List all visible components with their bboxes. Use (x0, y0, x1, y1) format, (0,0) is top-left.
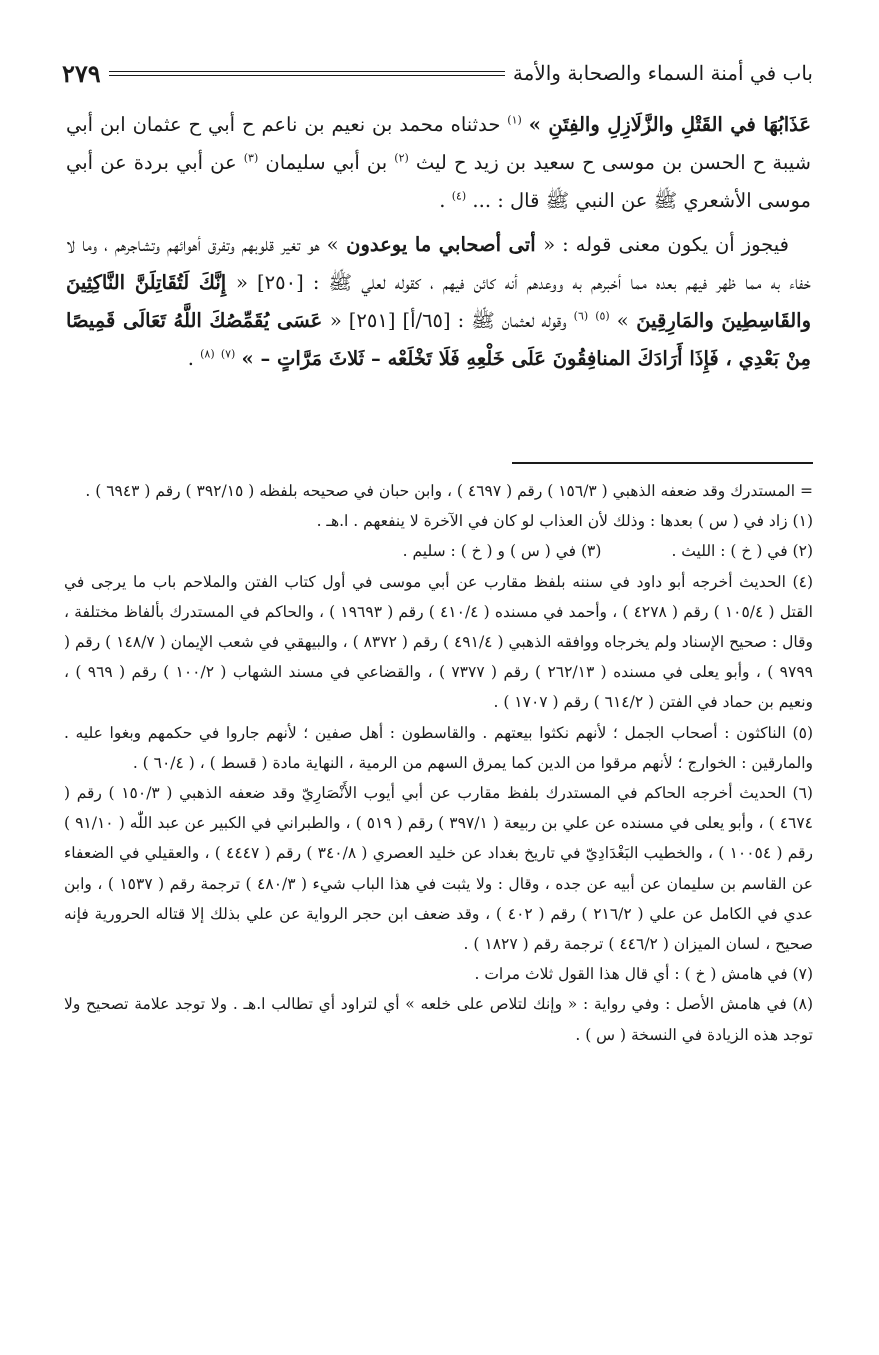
footnote-5: (٥) الناكثون : أصحاب الجمل ؛ لأنهم نكثوا بيعتهم . والقاسطون : أهل صفين ؛ لأنهم جاروا في حكمهم وبغوا عليه . والمارقين : الخوارج ؛ لأنهم مرقوا من الدين كما يمرق السهم من الرمية ، النهاية مادة ( قسط ) ، ( ٦٠/٤ ) . (64, 723, 813, 772)
body-text: » هو تغير قلوبهم وتفرق أهوائهم وتشاجرهم ، وما لا خفاء به مما ظهر فيهم بعده مما أخبرهم به ووعدهم أنه كائن فيهم ، كقوله لعلي ﷺ : [٢٥٠] « (66, 233, 811, 294)
footnote-ref: (١) (507, 113, 522, 127)
footnote-pair (64, 536, 813, 566)
footnote-8: (٨) في هامش الأصل : وفي رواية : « وإنك لتلاص على خلعه » أي لتراود أي تطالب ا.هـ . ولا توجد علامة تصحيح ولا توجد هذه الزيادة في النسخة ( س ) . (64, 995, 813, 1044)
footnote-ref: (٥) (595, 309, 610, 323)
footnote-7: (٧) في هامش ( خ ) : أي قال هذا القول ثلاث مرات . (474, 965, 813, 984)
isnad-text: عن أبي بردة عن أبي موسى الأشعري ﷺ عن النبي ﷺ قال : ... (66, 151, 811, 212)
isnad-text: بن أبي سليمان (265, 151, 395, 174)
footnote-ref: (٧) (220, 347, 236, 361)
paragraph-2 (66, 226, 811, 378)
chapter-title: باب في أمنة السماء والصحابة والأمة (512, 61, 813, 85)
running-header (62, 56, 813, 90)
paragraph-1 (66, 106, 811, 220)
footnote-6: (٦) الحديث أخرجه الحاكم في المستدرك بلفظ مقارب عن أبي أيوب الأَنْصَارِيّ وقد ضعفه الذهبي ( ١٥٠/٣ ) رقم ( ٤٦٧٤ ) ، وأبو يعلى في مسنده عن علي بن ربيعة ( ٣٩٧/١ ) رقم ( ٥١٩ ) ، والطبراني في الكبير عن عبد اللّٰه ( ٩١/١٠ ) رقم ( ١٠٠٥٤ ) ، والخطيب البَغْدَادِيّ في تاريخ بغداد عن خليد العصري ( ٣٤٠/٨ ) رقم ( ٤٤٤٧ ) ، والعقيلي في الضعفاء عن القاسم بن سليمان عن أبيه عن جده ، وقال : ولا يثبت في هذا الباب شيء ( ٤٨٠/٣ ) ترجمة رقم ( ١٥٣٧ ) ، وابن عدي في الكامل عن علي ( ٢١٦/٢ ) رقم ( ٤٠٢ ) ، وقد ضعف ابن حجر الرواية عن علي بذلك إلا قتاله الحرورية فإنه صحيح ، لسان الميزان ( ٤٤٦/٢ ) ترجمة رقم ( ١٨٢٧ ) . (64, 784, 813, 954)
footnote-continued: = المستدرك وقد ضعفه الذهبي ( ١٥٦/٣ ) رقم ( ٤٦٩٧ ) ، وابن حبان في صحيحه بلفظه ( ٣٩٢/١٥ ) رقم ( ٦٩٤٣ ) . (85, 482, 813, 500)
footnote-1: (١) زاد في ( س ) بعدها : وذلك لأن العذاب لو كان في الآخرة لا ينفعهم . ا.هـ . (316, 512, 813, 531)
footnote-divider (512, 462, 813, 464)
isnad-text: . (439, 189, 452, 212)
footnote-ref: (٣) (243, 151, 259, 165)
hadith-quote: عَسَى يُقَمِّصُكَ اللَّهُ تَعَالَى قَمِيصًا مِنْ بَعْدِي ، فَإِذَا أَرَادَكَ المنافِقُونَ عَلَى خَلْعِهِ فَلَا تَخْلَعْه (66, 309, 811, 370)
body-text: وقوله لعثمان ﷺ : [٦٥/أ] [٢٥١] « (329, 309, 574, 332)
body-text: – ثَلاثَ مَرَّاتٍ – » (241, 347, 381, 370)
main-text (66, 106, 811, 384)
isnad-text: حدثناه محمد بن نعيم بن ناعم ح أبي ح عثمان ابن أبي شيبة ح الحسن بن موسى ح سعيد بن زيد ح ليث (66, 113, 811, 174)
footnote-2: (٢) في ( خ ) : الليث . (671, 542, 813, 561)
footnote-ref: (٨) (200, 347, 215, 361)
footnote-ref: (٦) (573, 309, 589, 323)
footnote-3: (٣) في ( س ) و ( خ ) : سليم . (402, 542, 602, 561)
body-text: » (616, 309, 629, 332)
page-number: ٢٧٩ (62, 58, 101, 88)
header-rule (109, 71, 505, 76)
hadith-quote: إِنَّكَ لَتُقَاتِلَنَّ النَّاكِثِينَ والقَاسِطِينَ والمَارِقِينَ (66, 271, 812, 332)
footnote-4: (٤) الحديث أخرجه أبو داود في سننه بلفظ مقارب عن أبي موسى في أول كتاب الفتن والملاحم باب ما يرجى في القتل ( ١٠٥/٤ ) رقم ( ٤٢٧٨ ) ، وأحمد في مسنده ( ٤١٠/٤ ) رقم ( ١٩٦٩٣ ) ، والحاكم في المستدرك بألفاظ مختلفة ، وقال : صحيح الإسناد ولم يخرجاه ووافقه الذهبي ( ٤٩١/٤ ) رقم ( ٨٣٧٢ ) ، والبيهقي في شعب الإيمان ( ١٤٨/٧ ) رقم ( ٩٧٩٩ ) ، وأبو يعلى في مسنده ( ٢٦٢/١٣ ) رقم ( ٧٣٧٧ ) ، والقضاعي في مسند الشهاب ( ١٠٠/٢ ) رقم ( ٩٦٩ ) ، ونعيم بن حماد في الفتن ( ٦١٤/٢ ) رقم ( ١٧٠٧ ) . (64, 572, 814, 712)
body-text: . (187, 347, 201, 370)
hadith-text: عَذَابُهَا في القَتْلِ والزَّلَازِلِ والفِتَنِ » (528, 113, 811, 136)
body-text: فيجوز أن يكون معنى قوله : « (543, 233, 789, 256)
hadith-quote: أتى أصحابي ما يوعدون (338, 233, 544, 256)
footnote-ref: (٢) (394, 151, 409, 165)
footnotes (64, 476, 813, 1050)
footnote-ref: (٤) (451, 189, 467, 203)
